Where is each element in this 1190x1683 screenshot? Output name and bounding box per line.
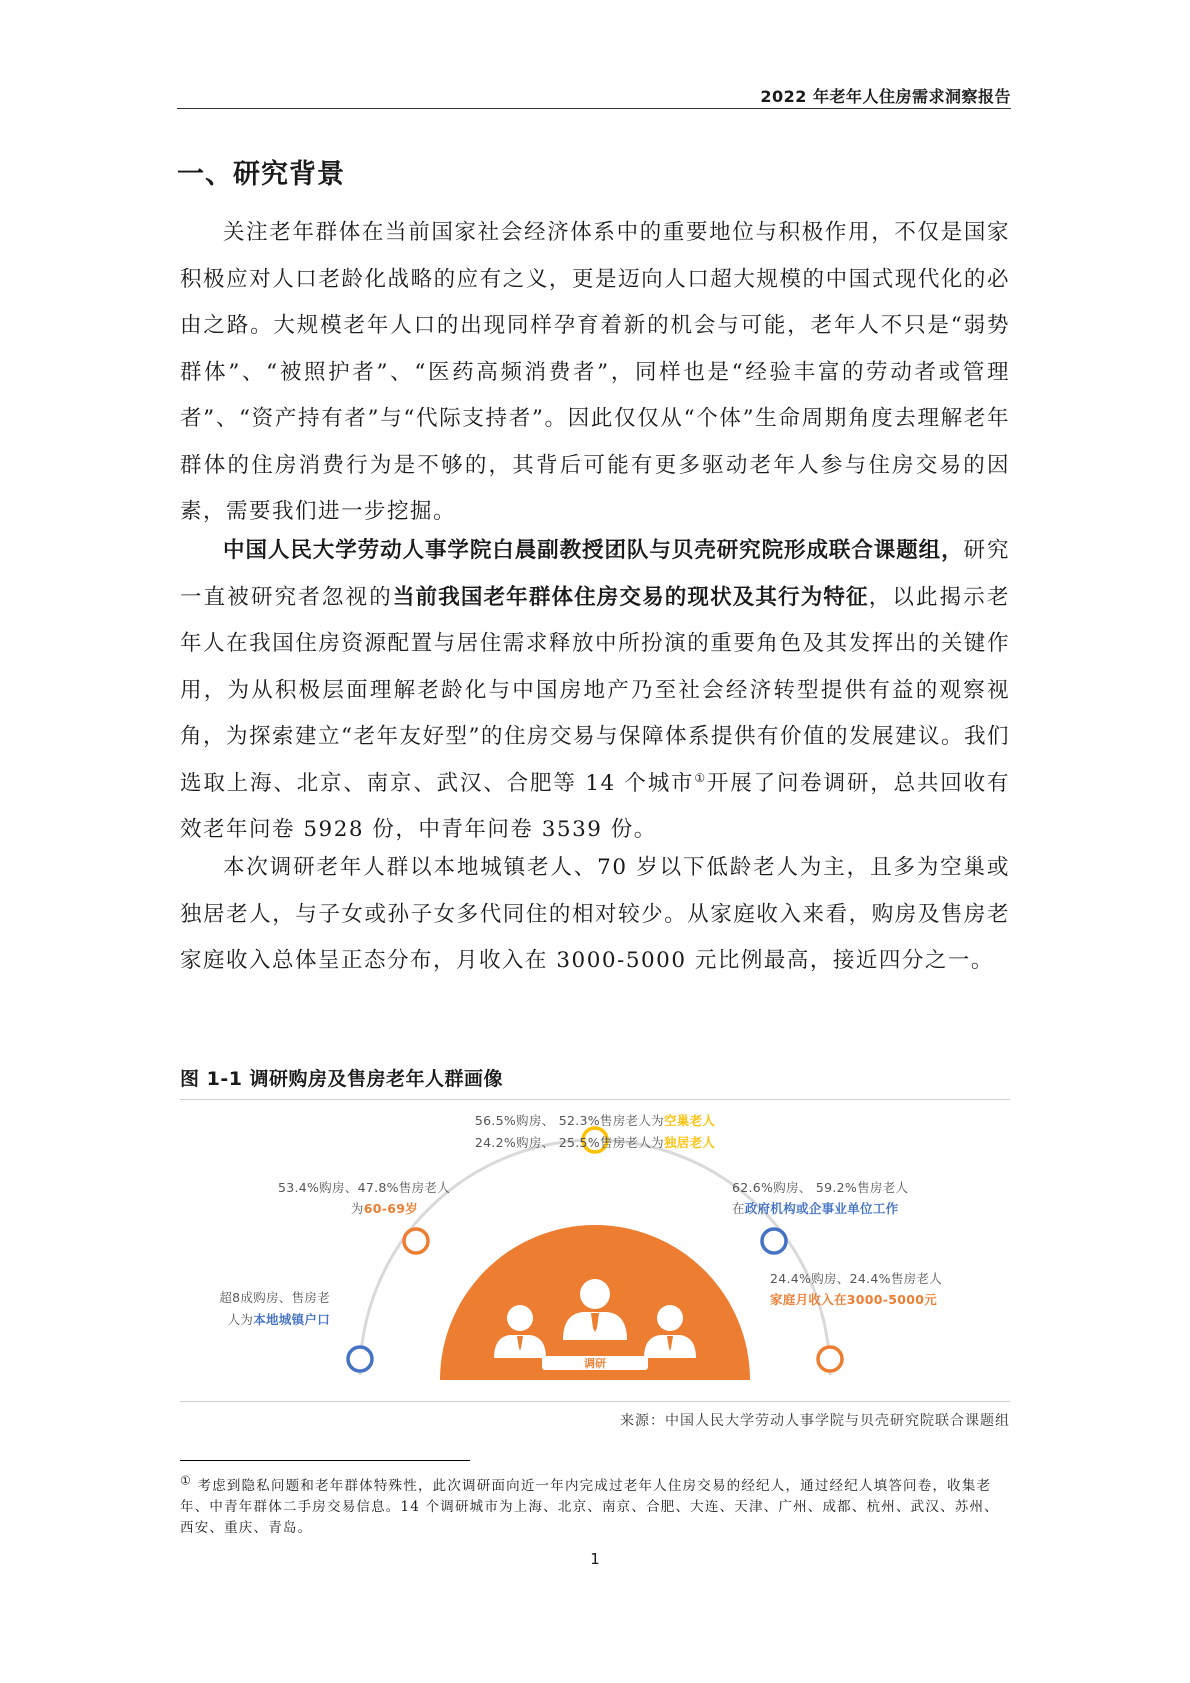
footnote-text: 考虑到隐私问题和老年群体特殊性，此次调研面向近一年内完成过老年人住房交易的经纪人，通过经纪人填答问卷，收集老年、中青年群体二手房交易信息。14 个调研城市为上海、北京、南京、合肥、大连、天津、广州、成都、杭州、武汉、苏州、西安、重庆、青岛。 [180, 1478, 999, 1536]
research-team-bold: 中国人民大学劳动人事学院白晨副教授团队与贝壳研究院形成联合课题组， [223, 538, 964, 563]
figure-title: 图 1-1 调研购房及售房老年人群画像 [180, 1068, 504, 1090]
label-age-line1: 53.4%购房、47.8%售房老人 [277, 1180, 450, 1195]
research-topic-bold: 当前我国老年群体住房交易的现状及其行为特征 [392, 584, 869, 610]
paragraph-2 [180, 528, 1010, 854]
section-title: 一、研究背景 [177, 159, 345, 190]
figure-bottom-rule [180, 1401, 1010, 1402]
label-age-line2: 为60-69岁 [350, 1201, 418, 1216]
paragraph-2-text-a: 研究一直被研究者忽视的 [180, 538, 1010, 610]
paragraph-2-text-c: 开展了问卷调研，总共回收有效老年问卷 5928 份，中青年问卷 3539 份。 [180, 770, 1010, 842]
label-work-line2: 在政府机构或企事业单位工作 [732, 1201, 899, 1216]
center-label: 调研 [584, 1357, 606, 1370]
header-title: 2022 年老年人住房需求洞察报告 [760, 87, 1011, 106]
footnote-mark: ① [180, 1473, 192, 1488]
page-number: 1 [590, 1550, 600, 1568]
label-living-alone: 24.2%购房、 25.5%售房老人为独居老人 [474, 1135, 716, 1150]
figure-labels [180, 1100, 1010, 1400]
figure-source: 来源：中国人民大学劳动人事学院与贝壳研究院联合课题组 [620, 1413, 1010, 1429]
footnote-ref: ① [694, 770, 707, 785]
paragraph-1: 关注老年群体在当前国家社会经济体系中的重要地位与积极作用，不仅是国家积极应对人口老龄化战略的应有之义，更是迈向人口超大规模的中国式现代化的必由之路。大规模老年人口的出现同样孕育着新的机会与可能，老年人不只是“弱势群体”、“被照护者”、“医药高频消费者”，同样也是“经验丰富的劳动者或管理者”、“资产持有者”与“代际支持者”。因此仅仅从“个体”生命周期角度去理解老年群体的住房消费行为是不够的，其背后可能有更多驱动老年人参与住房交易的因素，需要我们进一步挖掘。 [180, 220, 1010, 524]
label-empty-nest: 56.5%购房、 52.3%售房老人为空巢老人 [474, 1113, 716, 1128]
label-income-line1: 24.4%购房、24.4%售房老人 [770, 1271, 943, 1286]
footnote [180, 1473, 1010, 1539]
label-hukou-line2: 人为本地城镇户口 [227, 1312, 330, 1327]
label-income-line2: 家庭月收入在3000-5000元 [770, 1292, 938, 1307]
paragraph-2-text-b: ，以此揭示老年人在我国住房资源配置与居住需求释放中所扮演的重要角色及其发挥出的关键作用，为从积极层面理解老龄化与中国房地产乃至社会经济转型提供有益的观察视角，为探索建立“老年友好型”的住房交易与保障体系提供有价值的发展建议。我们选取上海、北京、南京、武汉、合肥等 14 个城市 [180, 584, 1010, 796]
page-header [177, 80, 1011, 109]
label-hukou-line1: 超8成购房、售房老 [219, 1290, 330, 1305]
label-work-line1: 62.6%购房、 59.2%售房老人 [732, 1180, 909, 1195]
paragraph-3: 本次调研老年人群以本地城镇老人、70 岁以下低龄老人为主，且多为空巢或独居老人，与子女或孙子女多代同住的相对较少。从家庭收入来看，购房及售房老家庭收入总体呈正态分布，月收入在 3000-5000 元比例最高，接近四分之一。 [180, 855, 1010, 973]
footnote-rule [180, 1460, 470, 1461]
